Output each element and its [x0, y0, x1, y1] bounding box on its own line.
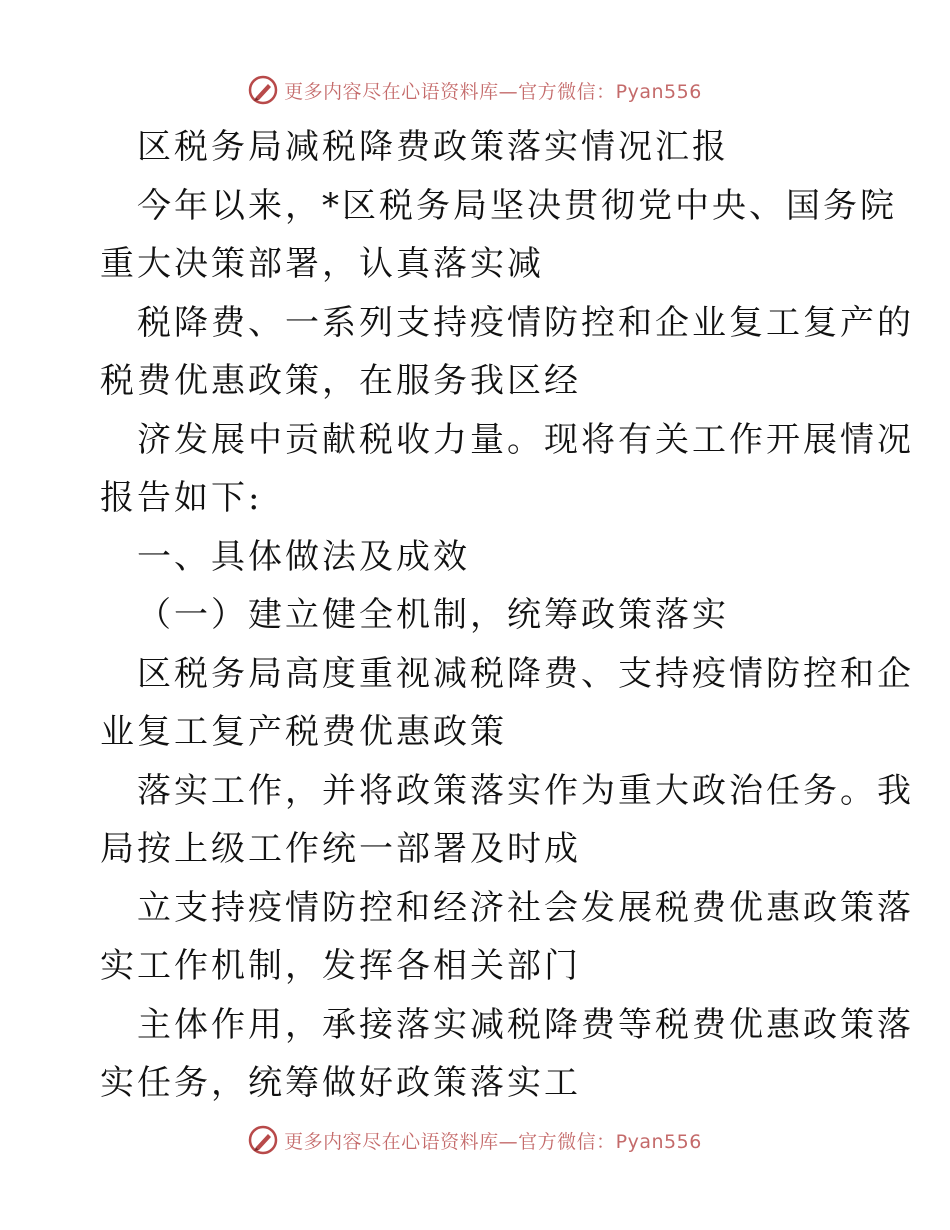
paragraph-line: 今年以来，*区税务局坚决贯彻党中央、国务院 — [137, 185, 897, 226]
paragraph-line: 落实工作，并将政策落实作为重大政治任务。我 — [137, 770, 914, 811]
pen-logo-icon — [248, 75, 278, 105]
watermark-text: 更多内容尽在心语资料库—官方微信：Pyan556 — [284, 1130, 702, 1153]
paragraph-line: 立支持疫情防控和经济社会发展税费优惠政策落 — [137, 887, 914, 928]
watermark-text: 更多内容尽在心语资料库—官方微信：Pyan556 — [284, 80, 702, 103]
watermark-group — [248, 75, 702, 105]
paragraph-line: 重大决策部署，认真落实减 — [100, 244, 544, 284]
document-body — [100, 118, 914, 1113]
paragraph-line: 税费优惠政策，在服务我区经 — [100, 361, 581, 401]
paragraph-line: 局按上级工作统一部署及时成 — [100, 829, 581, 869]
paragraph-line: 报告如下: — [100, 478, 263, 518]
paragraph-line: 实任务，统筹做好政策落实工 — [100, 1063, 581, 1103]
paragraph-line: （一）建立健全机制，统筹政策落实 — [137, 595, 729, 635]
header-watermark — [0, 70, 950, 110]
watermark-group — [248, 1125, 702, 1155]
paragraph-line: 主体作用，承接落实减税降费等税费优惠政策落 — [137, 1004, 914, 1045]
pen-logo-icon — [248, 1125, 278, 1155]
paragraph-line: 业复工复产税费优惠政策 — [100, 712, 507, 752]
paragraph-line: 区税务局减税降费政策落实情况汇报 — [137, 127, 729, 167]
paragraph-line: 济发展中贡献税收力量。现将有关工作开展情况 — [137, 419, 914, 460]
paragraph-line: 一、具体做法及成效 — [137, 536, 470, 577]
footer-watermark — [0, 1120, 950, 1160]
paragraph-line: 区税务局高度重视减税降费、支持疫情防控和企 — [137, 653, 914, 694]
paragraph-line: 实工作机制，发挥各相关部门 — [100, 946, 581, 986]
paragraph-line: 税降费、一系列支持疫情防控和企业复工复产的 — [137, 302, 914, 343]
